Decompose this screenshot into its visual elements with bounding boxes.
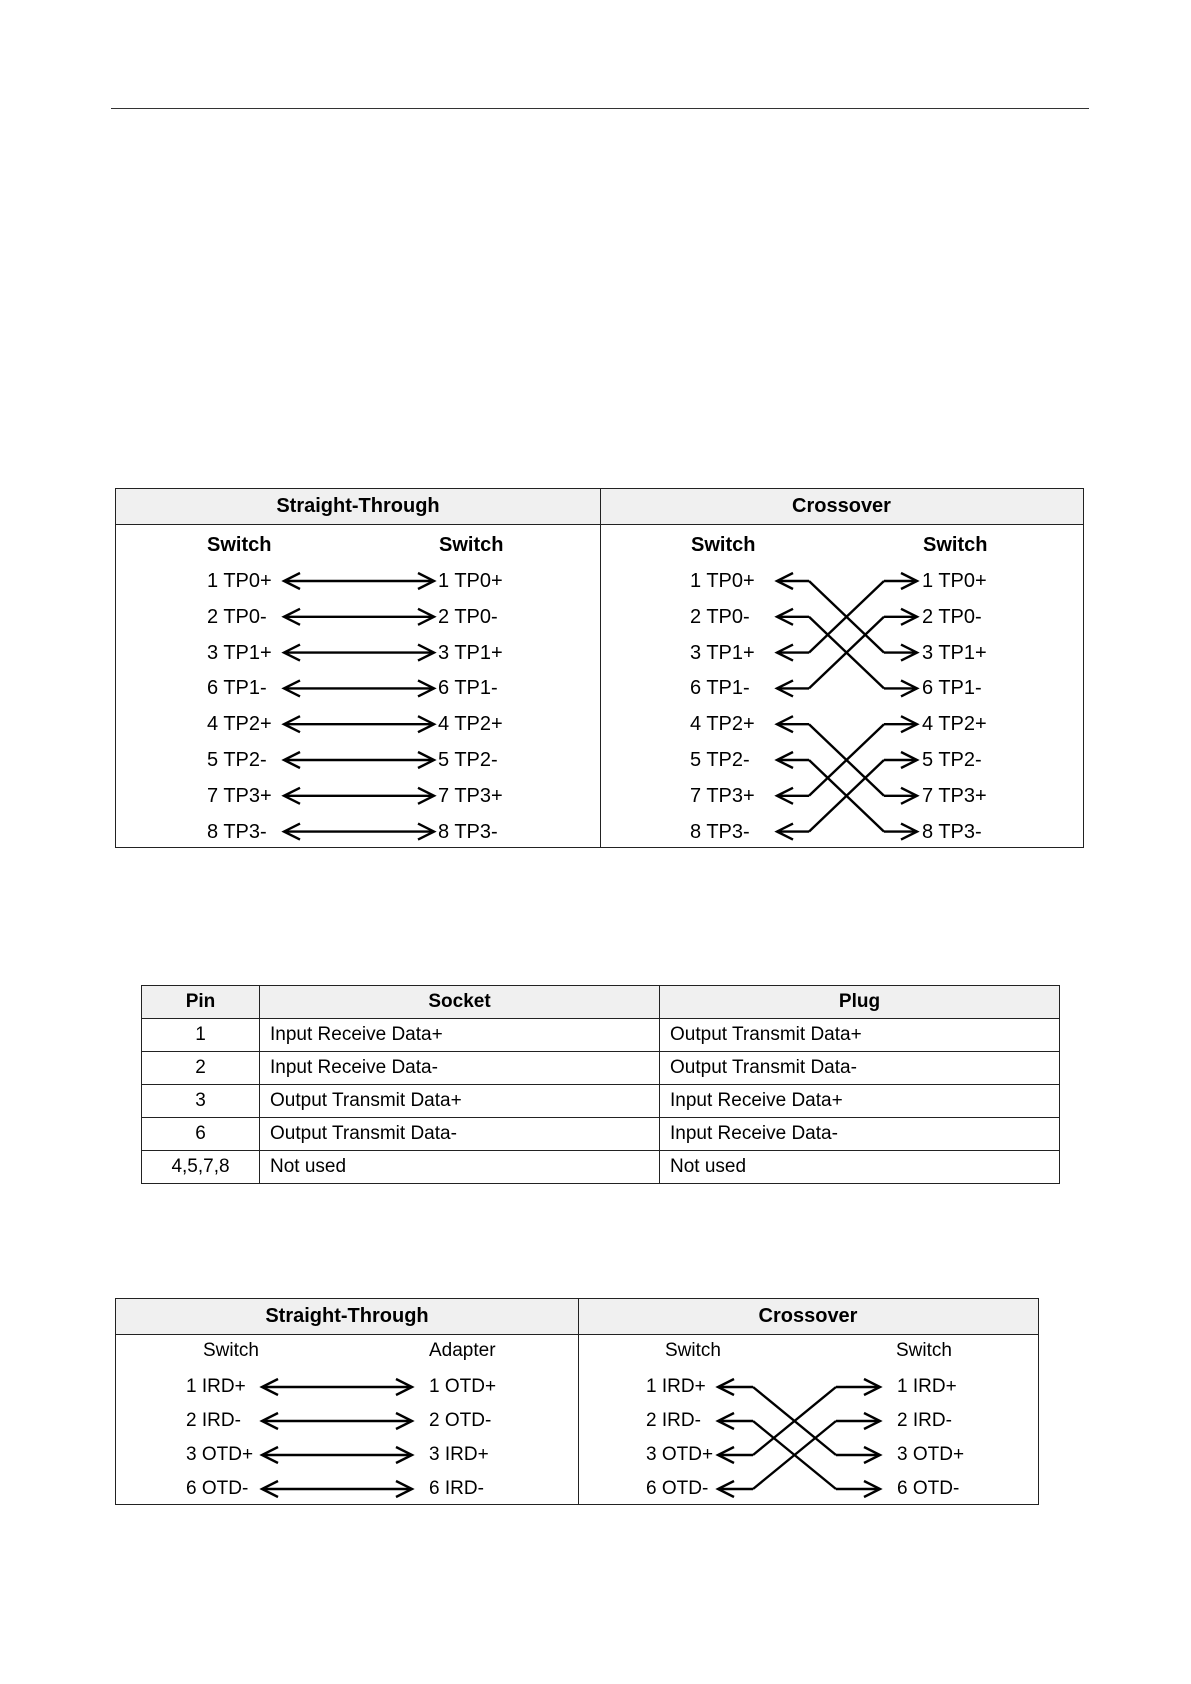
pin-label: 6 OTD- [897, 1478, 960, 1499]
pin-label: 1 IRD+ [897, 1376, 957, 1397]
pin-label: 6 OTD- [186, 1478, 249, 1499]
pin-cell: 3 [142, 1085, 260, 1118]
socket-cell: Output Transmit Data+ [260, 1085, 660, 1118]
pin-label: 2 TP0- [690, 605, 750, 628]
pin-label: 5 TP2- [690, 749, 750, 771]
pin-cell: 2 [142, 1052, 260, 1085]
pin-label: 2 IRD- [897, 1410, 952, 1431]
pin-label: 1 TP0+ [690, 570, 755, 592]
crossover-title: Crossover [758, 1305, 858, 1327]
pin-label: 6 TP1- [438, 677, 498, 700]
pin-cell: 4,5,7,8 [142, 1151, 260, 1184]
socket-header: Socket [260, 986, 660, 1019]
pin-label: 1 TP0+ [207, 570, 272, 592]
pin-assignment-table [141, 985, 1060, 1184]
straight-right-col-label: Switch [439, 534, 504, 556]
pin-label: 6 TP1- [922, 677, 982, 700]
pin-label: 4 TP2+ [922, 713, 987, 736]
socket-cell: Input Receive Data+ [260, 1019, 660, 1052]
pin-label: 8 TP3- [438, 820, 498, 843]
plug-cell: Input Receive Data- [660, 1118, 1060, 1151]
pin-label: 7 TP3+ [438, 784, 503, 807]
cross-left-col-label: Switch [691, 534, 756, 556]
straight-left-col-label: Switch [207, 534, 272, 556]
pin-label: 8 TP3- [690, 820, 750, 843]
pin-label: 3 TP1+ [207, 641, 272, 664]
pin-label: 4 TP2+ [438, 713, 503, 736]
pin-label: 1 IRD+ [646, 1376, 706, 1397]
pin-label: 6 TP1- [207, 677, 267, 700]
pin-label: 2 OTD- [429, 1410, 492, 1431]
plug-header: Plug [660, 986, 1060, 1019]
plug-cell: Output Transmit Data- [660, 1052, 1060, 1085]
socket-cell: Output Transmit Data- [260, 1118, 660, 1151]
pin-label: 6 OTD- [646, 1478, 709, 1499]
straight-through-title: Straight-Through [276, 495, 440, 517]
pin-label: 5 TP2- [438, 749, 498, 771]
pin-label: 4 TP2+ [207, 713, 272, 736]
pin-label: 6 TP1- [690, 677, 750, 700]
pin-label: 5 TP2- [922, 749, 982, 771]
pin-label: 2 TP0- [922, 605, 982, 628]
cross-right-col-label: Switch [923, 534, 988, 556]
pin-cell: 6 [142, 1118, 260, 1151]
pin-label: 1 IRD+ [186, 1376, 246, 1397]
pin-label: 3 TP1+ [690, 641, 755, 664]
pin-label: 5 TP2- [207, 749, 267, 771]
crossover-title: Crossover [792, 495, 891, 517]
pin-label: 3 TP1+ [438, 641, 503, 664]
pin-label: 1 TP0+ [922, 570, 987, 592]
straight-through-title: Straight-Through [265, 1305, 429, 1327]
pin-label: 8 TP3- [922, 820, 982, 843]
pin-label: 1 TP0+ [438, 570, 503, 592]
wire-arrows [116, 1299, 1040, 1506]
pin-label: 2 IRD- [646, 1410, 701, 1431]
pin-cell: 1 [142, 1019, 260, 1052]
table-header-row [142, 986, 1060, 1019]
gigabit-cable-diagram [115, 488, 1084, 848]
pin-label: 7 TP3+ [690, 784, 755, 807]
table-row [142, 1151, 1060, 1184]
straight-right-col-label: Adapter [429, 1340, 496, 1361]
pin-label: 3 OTD+ [897, 1444, 965, 1465]
pin-label: 7 TP3+ [922, 784, 987, 807]
pin-label: 3 IRD+ [429, 1444, 489, 1465]
header-rule [111, 108, 1089, 109]
pin-label: 3 TP1+ [922, 641, 987, 664]
plug-cell: Input Receive Data+ [660, 1085, 1060, 1118]
pin-label: 3 OTD+ [186, 1444, 254, 1465]
pin-label: 2 TP0- [438, 605, 498, 628]
pin-label: 6 IRD- [429, 1478, 484, 1499]
plug-cell: Not used [660, 1151, 1060, 1184]
table-row [142, 1019, 1060, 1052]
socket-cell: Input Receive Data- [260, 1052, 660, 1085]
pin-label: 3 OTD+ [646, 1444, 714, 1465]
fast-ethernet-cable-diagram [115, 1298, 1039, 1505]
pin-label: 2 IRD- [186, 1410, 241, 1431]
wire-arrows [116, 489, 1085, 849]
pin-label: 4 TP2+ [690, 713, 755, 736]
pin-label: 1 OTD+ [429, 1376, 497, 1397]
table-row [142, 1052, 1060, 1085]
cross-left-col-label: Switch [665, 1340, 721, 1361]
table-row [142, 1085, 1060, 1118]
plug-cell: Output Transmit Data+ [660, 1019, 1060, 1052]
cross-right-col-label: Switch [896, 1340, 952, 1361]
straight-left-col-label: Switch [203, 1340, 259, 1361]
pin-label: 8 TP3- [207, 820, 267, 843]
pin-header: Pin [142, 986, 260, 1019]
socket-cell: Not used [260, 1151, 660, 1184]
table-row [142, 1118, 1060, 1151]
pin-label: 7 TP3+ [207, 784, 272, 807]
pin-label: 2 TP0- [207, 605, 267, 628]
